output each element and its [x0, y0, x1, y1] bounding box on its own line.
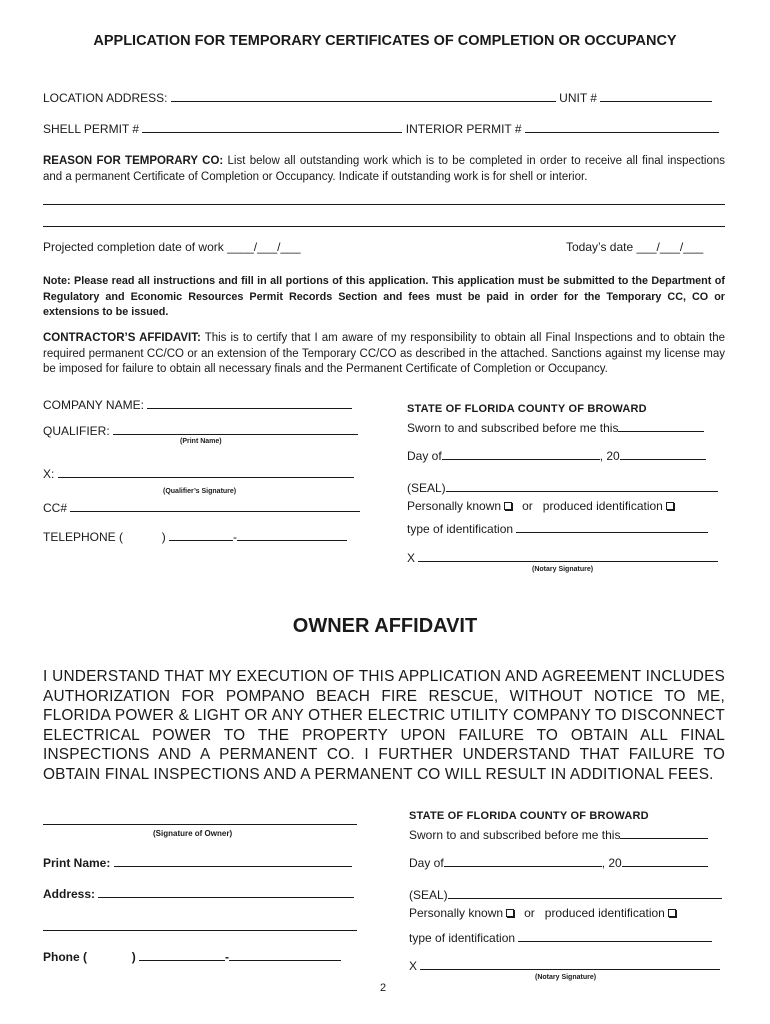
- reason-text: List below all outstanding work which is to be completed in order to receive all final inspections and a permanent Certificate of Completion or Occupancy. Indicate if outstanding work is for shell or interior.: [43, 155, 725, 183]
- cc-field[interactable]: [70, 501, 360, 512]
- contractor-affidavit: [43, 331, 725, 378]
- owner-notary-seal-row: [409, 888, 722, 902]
- notary-x-label: X: [407, 551, 416, 565]
- notary-signature-row: [407, 551, 718, 565]
- owner-notary-state-heading: STATE OF FLORIDA COUNTY OF BROWARD: [409, 810, 649, 822]
- owner-print-name-field[interactable]: [114, 856, 352, 867]
- todays-date[interactable]: Today’s date ___/___/___: [566, 240, 704, 254]
- notary-seal-field[interactable]: [446, 481, 718, 492]
- or-label: or: [522, 499, 533, 513]
- owner-produced-id-label: produced identification: [544, 906, 665, 920]
- notary-year-field[interactable]: [620, 449, 706, 460]
- qualifier-signature-field[interactable]: [58, 467, 354, 478]
- notary-state-heading: STATE OF FLORIDA COUNTY OF BROWARD: [407, 403, 647, 415]
- unit-field[interactable]: [600, 91, 712, 102]
- qualifier-signature-row: [43, 467, 354, 481]
- telephone-dash: -: [233, 530, 238, 544]
- telephone-row: [43, 530, 347, 544]
- owner-address-row: [43, 887, 354, 901]
- produced-id-checkbox[interactable]: [666, 502, 674, 510]
- notary-day-row: [407, 449, 706, 463]
- owner-phone-prefix-field[interactable]: [139, 950, 225, 961]
- shell-permit-field[interactable]: [142, 122, 402, 133]
- telephone-paren: ): [161, 530, 166, 544]
- owner-type-id-field[interactable]: [518, 931, 712, 942]
- owner-notary-sworn-row: [409, 828, 708, 842]
- telephone-number-field[interactable]: [237, 530, 347, 541]
- personally-known-checkbox[interactable]: [504, 502, 512, 510]
- owner-notary-signature-row: [409, 959, 720, 973]
- reason-paragraph: [43, 154, 725, 185]
- reason-label: REASON FOR TEMPORARY CO:: [43, 155, 224, 167]
- shell-permit-label: SHELL PERMIT #: [43, 122, 140, 136]
- owner-or-label: or: [524, 906, 535, 920]
- page-number: 2: [380, 982, 387, 994]
- owner-address-line-2[interactable]: [43, 930, 357, 931]
- location-address-field[interactable]: [171, 91, 556, 102]
- interior-permit-label: INTERIOR PERMIT #: [405, 122, 522, 136]
- owner-address-label: Address:: [43, 887, 96, 901]
- print-name-caption: (Print Name): [180, 438, 222, 445]
- qualifier-row: [43, 424, 358, 438]
- qualifier-field[interactable]: [113, 424, 358, 435]
- telephone-label: TELEPHONE (: [43, 530, 124, 544]
- owner-phone-row: [43, 950, 341, 964]
- company-name-field[interactable]: [147, 398, 352, 409]
- notary-id-row: [407, 499, 674, 513]
- affidavit-text: This is to certify that I am aware of my responsibility to obtain all Final Inspections and to obtain the required permanent CC/CO or an extension of the Temporary CC/CO as described in the attached. Sanctions against my license may be imposed for failure to obtain all necessary finals and the Permanent Certificate of Completion or Occupancy.: [43, 332, 725, 375]
- qualifier-signature-caption: (Qualifier’s Signature): [163, 488, 237, 495]
- notary-signature-caption: (Notary Signature): [532, 566, 594, 573]
- company-name-row: [43, 398, 352, 412]
- note-paragraph: Note: Please read all instructions and fill in all portions of this application. This application must be submitted to the Department of Regulatory and Economic Resources Permit Records Section and fees must be paid in order for the Temporary CC, CO or extensions to be issued.: [43, 275, 725, 318]
- company-name-label: COMPANY NAME:: [43, 398, 144, 412]
- projected-date[interactable]: Projected completion date of work ____/___/___: [43, 240, 301, 254]
- notary-signature-field[interactable]: [418, 551, 718, 562]
- owner-produced-id-checkbox[interactable]: [668, 909, 676, 917]
- notary-sworn-field[interactable]: [618, 421, 704, 432]
- owner-phone-dash: -: [225, 950, 230, 964]
- notary-sworn-label: Sworn to and subscribed before me this: [407, 421, 619, 435]
- owner-notary-signature-field[interactable]: [420, 959, 720, 970]
- owner-signature-caption: (Signature of Owner): [153, 829, 233, 838]
- owner-notary-year-label: , 20: [601, 856, 622, 870]
- notary-sworn-row: [407, 421, 704, 435]
- unit-label: UNIT #: [559, 91, 597, 105]
- interior-permit-field[interactable]: [525, 122, 719, 133]
- reason-line-1[interactable]: [43, 204, 725, 205]
- type-id-label: type of identification: [407, 522, 514, 536]
- page-title: APPLICATION FOR TEMPORARY CERTIFICATES OF COMPLETION OR OCCUPANCY: [93, 33, 677, 49]
- owner-phone-paren: ): [131, 950, 136, 964]
- owner-print-name-label: Print Name:: [43, 856, 111, 870]
- notary-seal-label: (SEAL): [407, 481, 446, 495]
- owner-notary-seal-field[interactable]: [448, 888, 722, 899]
- owner-statement: I UNDERSTAND THAT MY EXECUTION OF THIS APPLICATION AND AGREEMENT INCLUDES AUTHORIZATION FOR POMPANO BEACH FIRE RESCUE, WITHOUT NOTICE TO ME, FLORIDA POWER & LIGHT OR ANY OTHER ELECTRIC UTILITY COMPANY TO DISCONNECT ELECTRICAL POWER TO THE PROPERTY UPON FAILURE TO OBTAIN ALL FINAL INSPECTIONS AND A PERMANENT CO. I FURTHER UNDERSTAND THAT FAILURE TO OBTAIN FINAL INSPECTIONS AND A PERMANENT CO WILL RESULT IN ADDITIONAL FEES.: [43, 668, 725, 783]
- owner-notary-sworn-label: Sworn to and subscribed before me this: [409, 828, 621, 842]
- cc-row: [43, 501, 360, 515]
- owner-phone-label: Phone (: [43, 950, 87, 964]
- owner-notary-signature-caption: (Notary Signature): [535, 974, 597, 981]
- owner-notary-year-field[interactable]: [622, 856, 708, 867]
- permit-row: [43, 122, 719, 136]
- notary-day-field[interactable]: [442, 449, 600, 460]
- owner-signature-field[interactable]: [43, 824, 357, 825]
- owner-notary-day-field[interactable]: [444, 856, 602, 867]
- reason-line-2[interactable]: [43, 226, 725, 227]
- owner-personally-known-checkbox[interactable]: [506, 909, 514, 917]
- affidavit-label: CONTRACTOR’S AFFIDAVIT:: [43, 332, 201, 344]
- personally-known-label: Personally known: [407, 499, 502, 513]
- location-address-row: [43, 91, 712, 105]
- owner-notary-day-label: Day of: [409, 856, 444, 870]
- qualifier-label: QUALIFIER:: [43, 424, 110, 438]
- x-label: X:: [43, 467, 55, 481]
- owner-notary-sworn-field[interactable]: [620, 828, 708, 839]
- owner-notary-id-row: [409, 906, 676, 920]
- notary-seal-row: [407, 481, 718, 495]
- produced-id-label: produced identification: [542, 499, 663, 513]
- notary-day-label: Day of: [407, 449, 442, 463]
- owner-print-name-row: [43, 856, 352, 870]
- owner-notary-type-row: [409, 931, 712, 945]
- owner-notary-day-row: [409, 856, 708, 870]
- owner-affidavit-title: OWNER AFFIDAVIT: [292, 615, 478, 637]
- type-id-field[interactable]: [516, 522, 708, 533]
- owner-phone-number-field[interactable]: [229, 950, 341, 961]
- owner-type-id-label: type of identification: [409, 931, 516, 945]
- location-address-label: LOCATION ADDRESS:: [43, 91, 168, 105]
- telephone-prefix-field[interactable]: [169, 530, 233, 541]
- owner-notary-x-label: X: [409, 959, 418, 973]
- owner-notary-seal-label: (SEAL): [409, 888, 448, 902]
- notary-year-label: , 20: [599, 449, 620, 463]
- cc-label: CC#: [43, 501, 68, 515]
- notary-type-row: [407, 522, 708, 536]
- owner-personally-known-label: Personally known: [409, 906, 504, 920]
- owner-address-field[interactable]: [98, 887, 354, 898]
